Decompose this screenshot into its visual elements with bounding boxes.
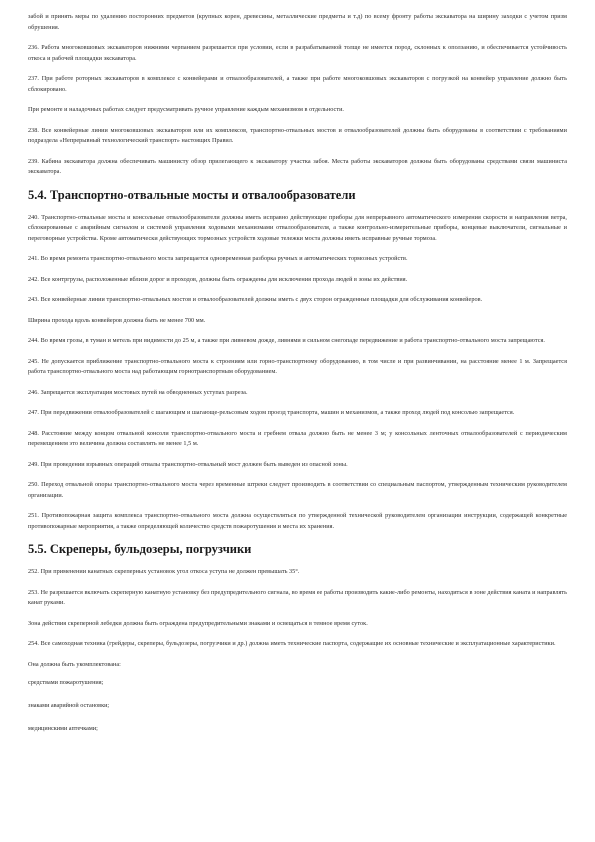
paragraph-intro: забой и принять меры по удалению посторонних предметов (крупных корен, древесины, металлические предметы и т.д) по всему фронту работы экскаватора на ширину заходки с учетом призм обрушения. — [28, 13, 567, 31]
paragraph-246: 246. Запрещается эксплуатация мостовых путей на обводненных уступах разреза. — [28, 388, 248, 396]
paragraph-equipped: Она должна быть укомплектована: — [28, 660, 121, 668]
paragraph-245: 245. Не допускается приближение транспортно-отвального моста к строениям или горно-транспортному оборудованию, в том числе и при развинчивании, на расстояние менее 1 м. Запрещается работа транспортно-отвального моста над работающим горнотранспортным оборудованием. — [28, 357, 567, 375]
paragraph-238: 238. Все конвейерные линии многоковшовых экскаваторов или их комплексов, транспортно-отвальных мостов и отвалообразователей должны быть оборудованы в соответствии с требованиями подраздела «Непрерывный технологический транспорт» настоящих Правил. — [28, 126, 567, 144]
paragraph-239: 239. Кабина экскаватора должна обеспечивать машинисту обзор прилегающего к экскаватору участка забоя. Места работы экскаваторов должны быть оборудованы средствами связи машиниста экскаватора. — [28, 157, 567, 175]
list-item-emergency-stop-signs: знаками аварийной остановки; — [28, 702, 110, 709]
paragraph-241: 241. Во время ремонта транспортно-отвального моста запрещается одновременная разборка ручных и автоматических тормозных устройств. — [28, 255, 408, 262]
section-heading-5-4: 5.4. Транспортно-отвальные мосты и отвалообразователи — [28, 187, 356, 202]
list-item-fire-extinguishers: средствами пожаротушения; — [28, 679, 104, 686]
paragraph-244: 244. Во время грозы, в туман и метель при видимости до 25 м, а также при ливневом дожде, ливнями и сильном снегопаде передвижение и работа транспортно-отвального моста запрещаются. — [28, 337, 545, 344]
paragraph-250: 250. Переход отвальной опоры транспортно-отвального моста через временные штреки следует производить в соответствии со специальным паспортом, утвержденным техническим руководителем организации. — [28, 481, 567, 499]
paragraph-manual-control: При ремонте и наладочных работах следует предусматривать ручное управление каждым механизмом в отдельности. — [28, 106, 345, 113]
paragraph-252: 252. При применении канатных скреперных установок угол откоса уступа не должен превышать 35°. — [28, 568, 300, 575]
list-item-first-aid-kits: медицинскими аптечками; — [28, 725, 98, 732]
paragraph-248: 248. Расстояние между концом отвальной консоли транспортно-отвального моста и гребнем отвала должно быть не менее 3 м; у консольных ленточных отвалообразователей с периодическим перемещением это величина должна составлять не менее 1,5 м. — [28, 429, 567, 447]
section-heading-5-5: 5.5. Скреперы, бульдозеры, погрузчики — [28, 542, 252, 556]
paragraph-254: 254. Все самоходная техника (грейдеры, скреперы, бульдозеры, погрузчики и др.) должна иметь технические паспорта, содержащие их основные технические и эксплуатационные характеристики. — [28, 640, 556, 647]
paragraph-253: 253. Не разрешается включать скреперную канатную установку без предупредительного сигнала, во время ее работы производить какие-либо ремонты, находиться в зоне действия каната и направлять канат руками. — [28, 588, 567, 606]
paragraph-251: 251. Противопожарная защита комплекса транспортно-отвального моста должна осуществляться по утвержденной технической руководителем организации инструкции, содержащей конкретные противопожарные мероприятия, а также определяющей количество средств пожаротушения и места их хранения. — [28, 512, 567, 530]
paragraph-winch-zone: Зона действия скреперной лебедки должна быть ограждена предупредительными знаками и освещаться в темное время суток. — [28, 619, 368, 627]
paragraph-236: 236. Работа многоковшовых экскаваторов нижними черпанием разрешается при условии, если в разрабатываемой толще не имеется пород, склонных к оползанию, и обеспечивается устойчивость откоса и рабочей площадки экскаватора. — [28, 44, 567, 62]
paragraph-240: 240. Транспортно-отвальные мосты и консольные отвалообразователи должны иметь исправно действующие приборы для непрерывного автоматического измерения скорости и направления ветра, сблокированные с аварийным сигналом и системой управления ходовыми механизмами отвалообразователя, а также контрольно-измерительные приборы, концевые выключатели, сигнальные и переговорные устройства. Кроме автоматически действующих тормозных устройств ходовые тележки моста должны иметь исправные ручные тормоза. — [28, 213, 567, 242]
paragraph-249: 249. При проведении взрывных операций отвалы транспортно-отвальный мост должен быть выведен из опасной зоны. — [28, 460, 348, 468]
paragraph-walkway-width: Ширина прохода вдоль конвейеров должна быть не менее 700 мм. — [28, 316, 206, 324]
paragraph-237: 237. При работе роторных экскаваторов в комплексе с конвейерами и отвалообразователей, а также при работе многоковшовых экскаваторов с погрузкой на конвейер управление должно быть сблокировано. — [28, 75, 567, 93]
paragraph-242: 242. Все контргрузы, расположенные вблизи дорог и проходов, должны быть ограждены для исключения прохода людей в зоны их действия. — [28, 275, 408, 283]
paragraph-243: 243. Все конвейерные линии транспортно-отвальных мостов и отвалообразователей должны иметь с двух сторон огражденные площадки для обслуживания конвейеров. — [28, 296, 483, 303]
paragraph-247: 247. При передвижении отвалообразователей с шагающим и шагающе-рельсовым ходом проезд транспорта, машин и механизмов, а также проход людей под консолью запрещается. — [28, 409, 515, 416]
